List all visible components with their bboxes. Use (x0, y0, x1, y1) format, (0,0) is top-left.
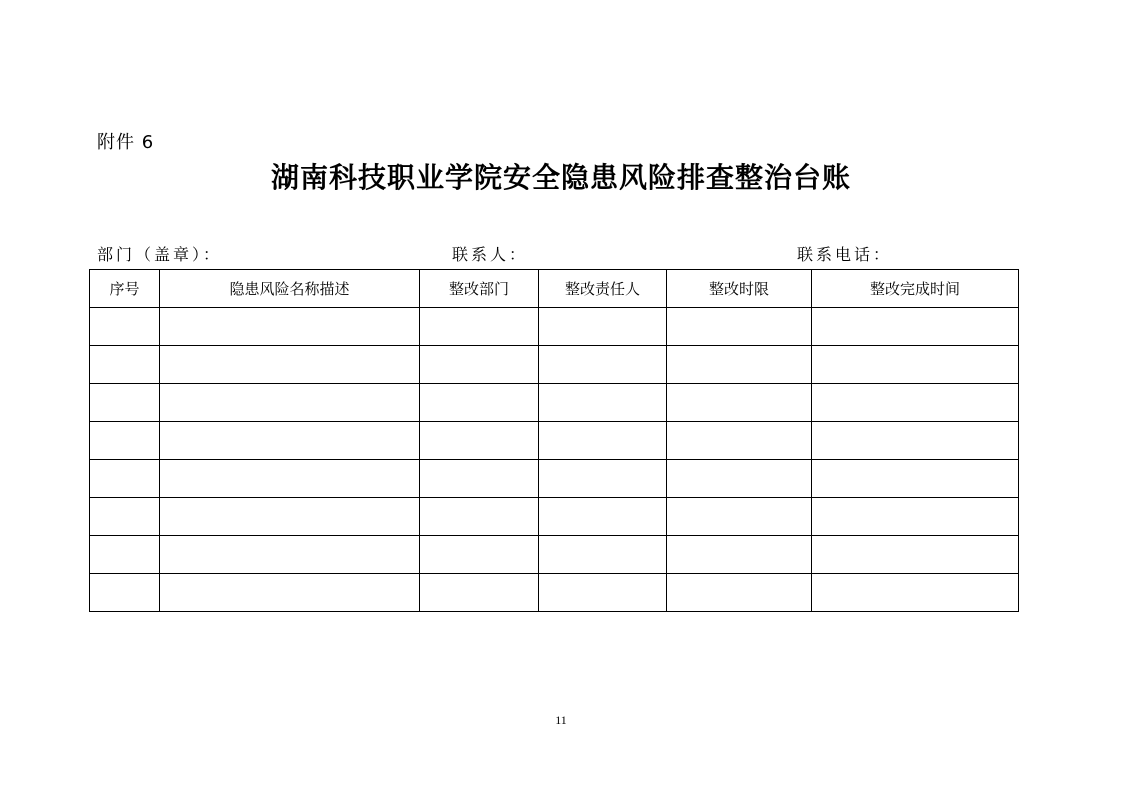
table-cell[interactable] (90, 384, 160, 422)
table-cell[interactable] (420, 308, 539, 346)
table-cell[interactable] (160, 346, 420, 384)
table-cell[interactable] (90, 574, 160, 612)
table-cell[interactable] (420, 498, 539, 536)
contact-phone-label: 联系电话： (797, 245, 893, 264)
table-cell[interactable] (667, 308, 812, 346)
table-cell[interactable] (812, 422, 1019, 460)
table-cell[interactable] (90, 308, 160, 346)
table-cell[interactable] (667, 460, 812, 498)
table-cell[interactable] (667, 536, 812, 574)
table-cell[interactable] (90, 346, 160, 384)
table-row (90, 574, 1019, 612)
table-cell[interactable] (90, 536, 160, 574)
table-cell[interactable] (160, 422, 420, 460)
table-cell[interactable] (539, 384, 667, 422)
table-cell[interactable] (90, 498, 160, 536)
table-cell[interactable] (420, 536, 539, 574)
table-cell[interactable] (539, 346, 667, 384)
header-serial-number: 序号 (90, 270, 160, 308)
table-row (90, 308, 1019, 346)
contact-person-label: 联系人： (452, 245, 529, 264)
table-cell[interactable] (420, 384, 539, 422)
header-hazard-description: 隐患风险名称描述 (160, 270, 420, 308)
header-responsible-person: 整改责任人 (539, 270, 667, 308)
table-cell[interactable] (667, 574, 812, 612)
table-row (90, 384, 1019, 422)
table-cell[interactable] (539, 422, 667, 460)
department-stamp-label: 部门（盖章）： (97, 245, 223, 264)
table-cell[interactable] (539, 574, 667, 612)
table-cell[interactable] (812, 460, 1019, 498)
table-cell[interactable] (90, 422, 160, 460)
header-completion-time: 整改完成时间 (812, 270, 1019, 308)
table-cell[interactable] (667, 498, 812, 536)
table-row (90, 422, 1019, 460)
header-deadline: 整改时限 (667, 270, 812, 308)
hazard-ledger-table (89, 269, 1019, 612)
table-header-row (90, 270, 1019, 308)
table-row (90, 346, 1019, 384)
document-title: 湖南科技职业学院安全隐患风险排查整治台账 (270, 161, 851, 194)
table-cell[interactable] (812, 536, 1019, 574)
table-cell[interactable] (812, 498, 1019, 536)
table-cell[interactable] (812, 346, 1019, 384)
table-cell[interactable] (539, 308, 667, 346)
table-row (90, 460, 1019, 498)
table-cell[interactable] (539, 498, 667, 536)
table-cell[interactable] (160, 460, 420, 498)
table-cell[interactable] (812, 384, 1019, 422)
table-cell[interactable] (667, 346, 812, 384)
table-cell[interactable] (420, 346, 539, 384)
header-rectification-department: 整改部门 (420, 270, 539, 308)
table-cell[interactable] (667, 422, 812, 460)
table-cell[interactable] (160, 498, 420, 536)
table-cell[interactable] (160, 384, 420, 422)
table-cell[interactable] (812, 574, 1019, 612)
table-row (90, 536, 1019, 574)
table-cell[interactable] (160, 308, 420, 346)
table-cell[interactable] (420, 574, 539, 612)
table-cell[interactable] (160, 574, 420, 612)
table-cell[interactable] (90, 460, 160, 498)
table-cell[interactable] (539, 460, 667, 498)
table-row (90, 498, 1019, 536)
page-number: 11 (555, 713, 567, 727)
table-cell[interactable] (160, 536, 420, 574)
table-cell[interactable] (812, 308, 1019, 346)
table-cell[interactable] (420, 460, 539, 498)
attachment-label: 附件 6 (97, 132, 155, 153)
table-cell[interactable] (667, 384, 812, 422)
table-cell[interactable] (420, 422, 539, 460)
table-cell[interactable] (539, 536, 667, 574)
